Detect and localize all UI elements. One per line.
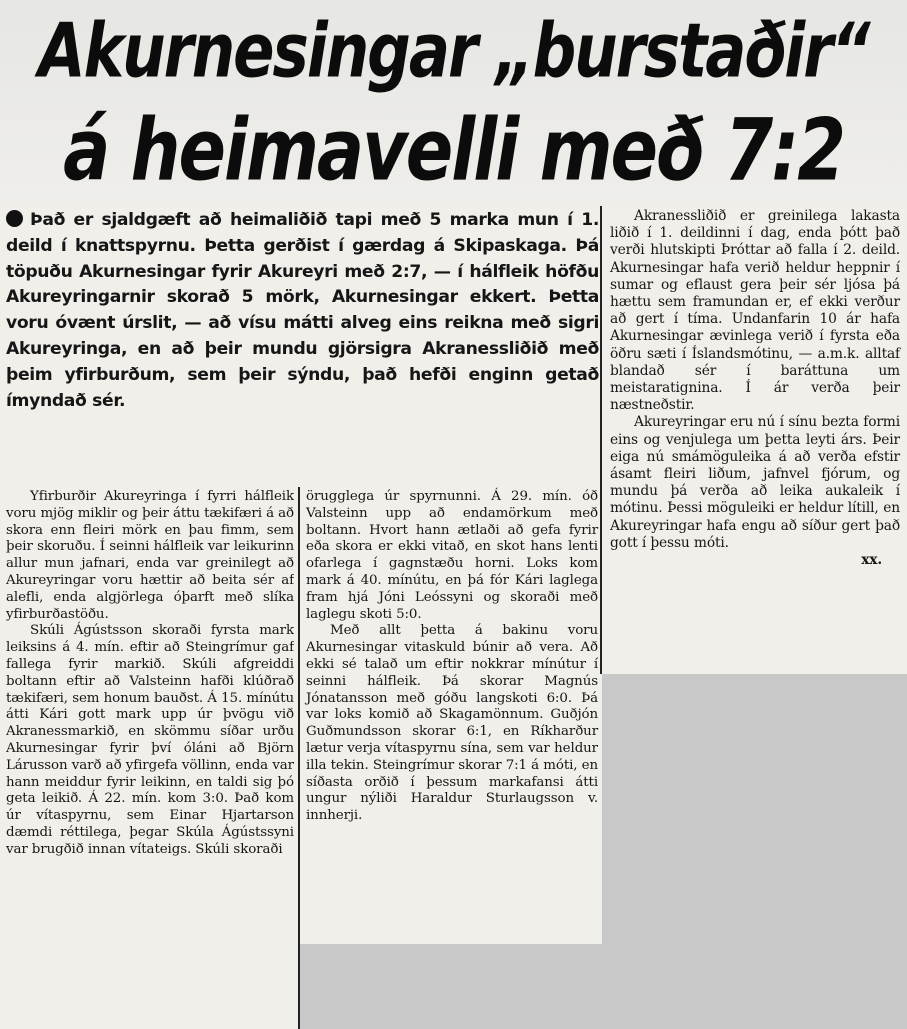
headline-line-1: Akurnesingar „burstaðir“ bbox=[38, 8, 869, 95]
lead-paragraph bbox=[6, 208, 599, 414]
author-signature: xx. bbox=[861, 552, 882, 569]
column-1-paragraph-2: Skúli Ágústsson skoraði fyrsta mark leiksins á 4. mín. eftir að Steingrímur gaf fallega fyrir markið. Skúli afgreiddi boltann eftir að Valsteinn hafði klúðrað tækifæri, sem honum bauðst. Á 15. mínútu átti Kári gott mark upp úr þvögu við Akranessmarkið, en skömmu síðar urðu Akurnesingar fyrir því óláni að Björn Lárusson varð að yfirgefa völlinn, enda var hann meiddur fyrir leikinn, en taldi sig þó geta leikið. Á 22. mín. kom 3:0. Það kom úr vítaspyrnu, sem Einar Hjartarson dæmdi réttilega, þegar Skúla Ágústssyni var brugðið innan vítateigs. Skúli skoraði bbox=[6, 623, 294, 857]
column-rule-right bbox=[600, 206, 602, 674]
column-3-paragraph-2: Akureyringar eru nú í sínu bezta formi eins og venjulega um þetta leyti árs. Þeir eiga nú smámöguleika á að verða efstir ásamt fleiri liðum, jafnvel fjórum, og mundu þá verða að leika aukaleik í mótinu. Þessi möguleiki er heldur lítill, en Akureyringar hafa engu að síður gert það gott í þessu móti. bbox=[610, 414, 900, 551]
article-column-3 bbox=[610, 208, 900, 569]
lead-text: Það er sjaldgæft að heimaliðið tapi með 5 marka mun í 1. deild í knattspyrnu. Þetta gerðist í gærdag á Skipaskaga. Þá töpuðu Akurnesingar fyrir Akureyri með 2:7, — í hálfleik höfðu Akureyringarnir skorað 5 mörk, Akurnesingar ekkert. Þetta voru óvænt úrslit, — að vísu mátti alveg eins reikna með sigri Akureyringa, en að þeir mundu gjörsigra Akranessliðið með þeim yfirburðum, sem þeir sýndu, það hefði enginn getað ímyndað sér. bbox=[6, 210, 599, 411]
headline-block bbox=[0, 0, 907, 205]
bullet-icon bbox=[6, 210, 23, 227]
empty-area-right bbox=[602, 674, 907, 1029]
headline-line-2: á heimavelli með 7:2 bbox=[63, 100, 844, 201]
article-column-2 bbox=[306, 489, 598, 825]
article-column-1 bbox=[6, 489, 294, 1029]
column-2-paragraph-2: Með allt þetta á bakinu voru Akurnesingar vitaskuld búnir að vera. Að ekki sé talað um eftir nokkrar mínútur í seinni hálfleik. Þá skorar Magnús Jónatansson með góðu langskoti 6:0. Þá var loks komið að Skagamönnum. Guðjón Guðmundsson skorar 6:1, en Ríkharður lætur verja vítaspyrnu sína, sem var heldur illa tekin. Steingrímur skorar 7:1 á móti, en síðasta orðið í þessum markafansi átti ungur nýliði Haraldur Sturlaugsson v. innherji. bbox=[306, 623, 598, 824]
column-1-paragraph-1: Yfirburðir Akureyringa í fyrri hálfleik voru mjög miklir og þeir áttu tækifæri á að skora enn fleiri mörk en þau fimm, sem þeir skoruðu. Í seinni hálfleik var leikurinn allur mun jafnari, enda var greinilegt að Akureyringar voru hættir að beita sér af alefli, enda algjörlega óþarft með slíka yfirburðastöðu. bbox=[6, 489, 294, 622]
column-2-paragraph-1: örugglega úr spyrnunni. Á 29. mín. óð Valsteinn upp að endamörkum með boltann. Hvort hann ætlaði að gefa fyrir eða skora er ekki vitað, en skot hans lenti ofarlega í gagnstæðu horni. Loks kom mark á 40. mínútu, en þá fór Kári laglega fram hjá Jóni Leóssyni og skoraði með laglegu skoti 5:0. bbox=[306, 489, 598, 622]
empty-area-bottom-middle bbox=[300, 944, 602, 1029]
column-3-paragraph-1: Akranessliðið er greinilega lakasta liðið í 1. deildinni í dag, enda þótt það verði hlutskipti Þróttar að falla í 2. deild. Akurnesingar hafa verið heldur heppnir í sumar og eflaust gera þeir sér ljósa þá hættu sem framundan er, ef ekki verður að gert í tíma. Undanfarin 10 ár hafa Akurnesingar ævinlega verið í fyrsta eða öðru sæti í Íslandsmótinu, — a.m.k. alltaf blandað sér í baráttuna um meistaratignina. Í ár verða þeir næstneðstir. bbox=[610, 208, 900, 414]
column-rule-middle bbox=[298, 487, 300, 1029]
